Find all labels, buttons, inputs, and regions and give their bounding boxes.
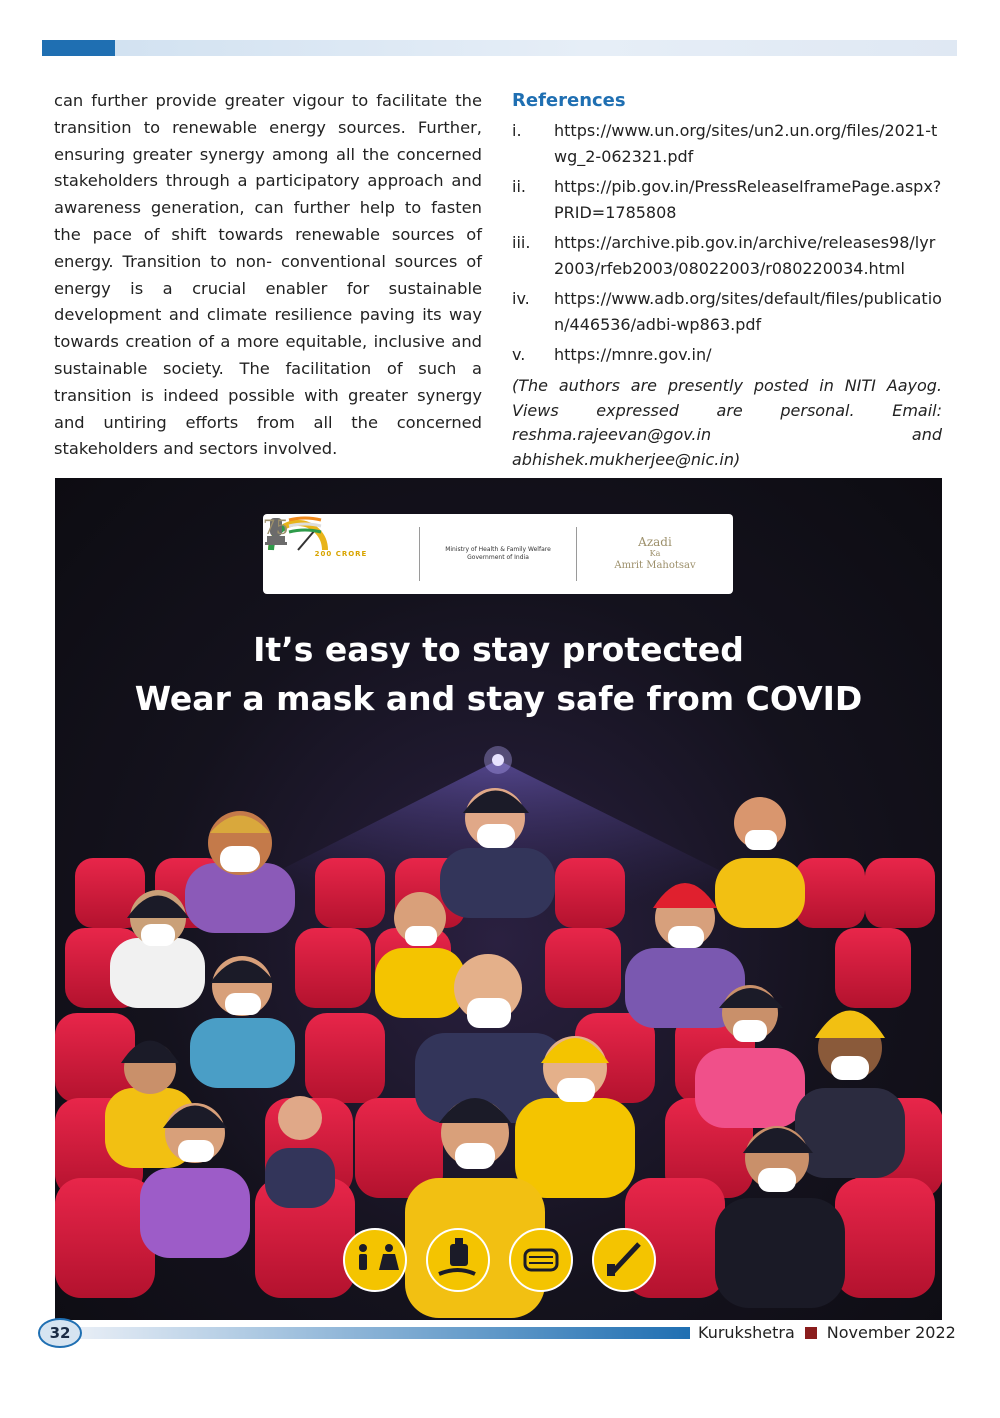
face-mask-icon [510, 1229, 572, 1291]
vaccine-icon [593, 1229, 655, 1291]
svg-text:75: 75 [263, 515, 289, 536]
audience-people [105, 788, 905, 1318]
poster-headline-line-1: It’s easy to stay protected [253, 630, 744, 669]
footer-separator-square [805, 1327, 817, 1339]
reference-link[interactable]: https://pib.gov.in/PressReleaseIframePage.aspx?PRID=1785808 [554, 177, 942, 222]
government-logos-strip [263, 514, 733, 594]
poster-headline-line-2: Wear a mask and stay safe from COVID [134, 679, 863, 718]
reference-item [512, 118, 942, 170]
top-header-bar [42, 40, 957, 56]
article-body-text: can further provide greater vigour to facilitate the transition to renewable energy sources. Further, ensuring greater synergy among all the concerned stakeholders through a participatory approach and awareness generation, can further help to fasten the pace of shift towards renewable sources of energy. Transition to non- conventional sources of energy is a crucial enabler for sustainable development and climate resilience paving its way towards creation of a more equitable, inclusive and sustainable society. The facilitation of such a transition is indeed possible with greater synergy and untiring efforts from all the concerned stakeholders and sectors involved. [54, 91, 482, 459]
references-heading: References [512, 90, 626, 111]
reference-item [512, 342, 942, 368]
ministry-logo [420, 522, 576, 586]
amrit-mahotsav-text: Amrit Mahotsav [614, 560, 696, 571]
reference-link[interactable]: https://www.adb.org/sites/default/files/publication/446536/adbi-wp863.pdf [554, 289, 942, 334]
page-number: 32 [38, 1318, 82, 1348]
poster-illustration [55, 478, 942, 1320]
azadi-text: Azadi [638, 535, 672, 549]
reference-number: iv. [512, 289, 530, 308]
reference-link[interactable]: https://www.un.org/sites/un2.un.org/files/2021-twg_2-062321.pdf [554, 121, 938, 166]
reference-item [512, 230, 942, 282]
ka-text: Ka [649, 549, 661, 558]
reference-item [512, 174, 942, 226]
magazine-name: Kurukshetra [698, 1323, 795, 1342]
header-accent-block [42, 40, 115, 56]
vaccination-milestone-text: 200 CRORE [314, 550, 368, 558]
issue-date: November 2022 [826, 1323, 956, 1342]
reference-number: ii. [512, 177, 526, 196]
government-of-india-text: Government of India [467, 554, 529, 561]
authors-note: (The authors are presently posted in NITI Aayog. Views expressed are personal. Email: reshma.rajeevan@gov.in and abhishek.mukherjee@nic.in) [512, 376, 942, 469]
covid-awareness-poster [55, 478, 942, 1320]
social-distance-icon [344, 1229, 406, 1291]
ministry-name: Ministry of Health & Family Welfare [445, 546, 551, 553]
tricolour-flag-icon [263, 514, 323, 536]
references-section [512, 90, 942, 472]
reference-number: i. [512, 121, 522, 140]
reference-number: v. [512, 345, 526, 364]
footer-gradient-rule [78, 1327, 690, 1339]
footer-publication-info [698, 1323, 956, 1342]
reference-item [512, 286, 942, 338]
reference-link[interactable]: https://mnre.gov.in/ [554, 345, 712, 364]
hand-sanitizer-icon [427, 1229, 489, 1291]
reference-number: iii. [512, 233, 531, 252]
reference-link[interactable]: https://archive.pib.gov.in/archive/releases98/lyr2003/rfeb2003/08022003/r080220034.html [554, 233, 936, 278]
